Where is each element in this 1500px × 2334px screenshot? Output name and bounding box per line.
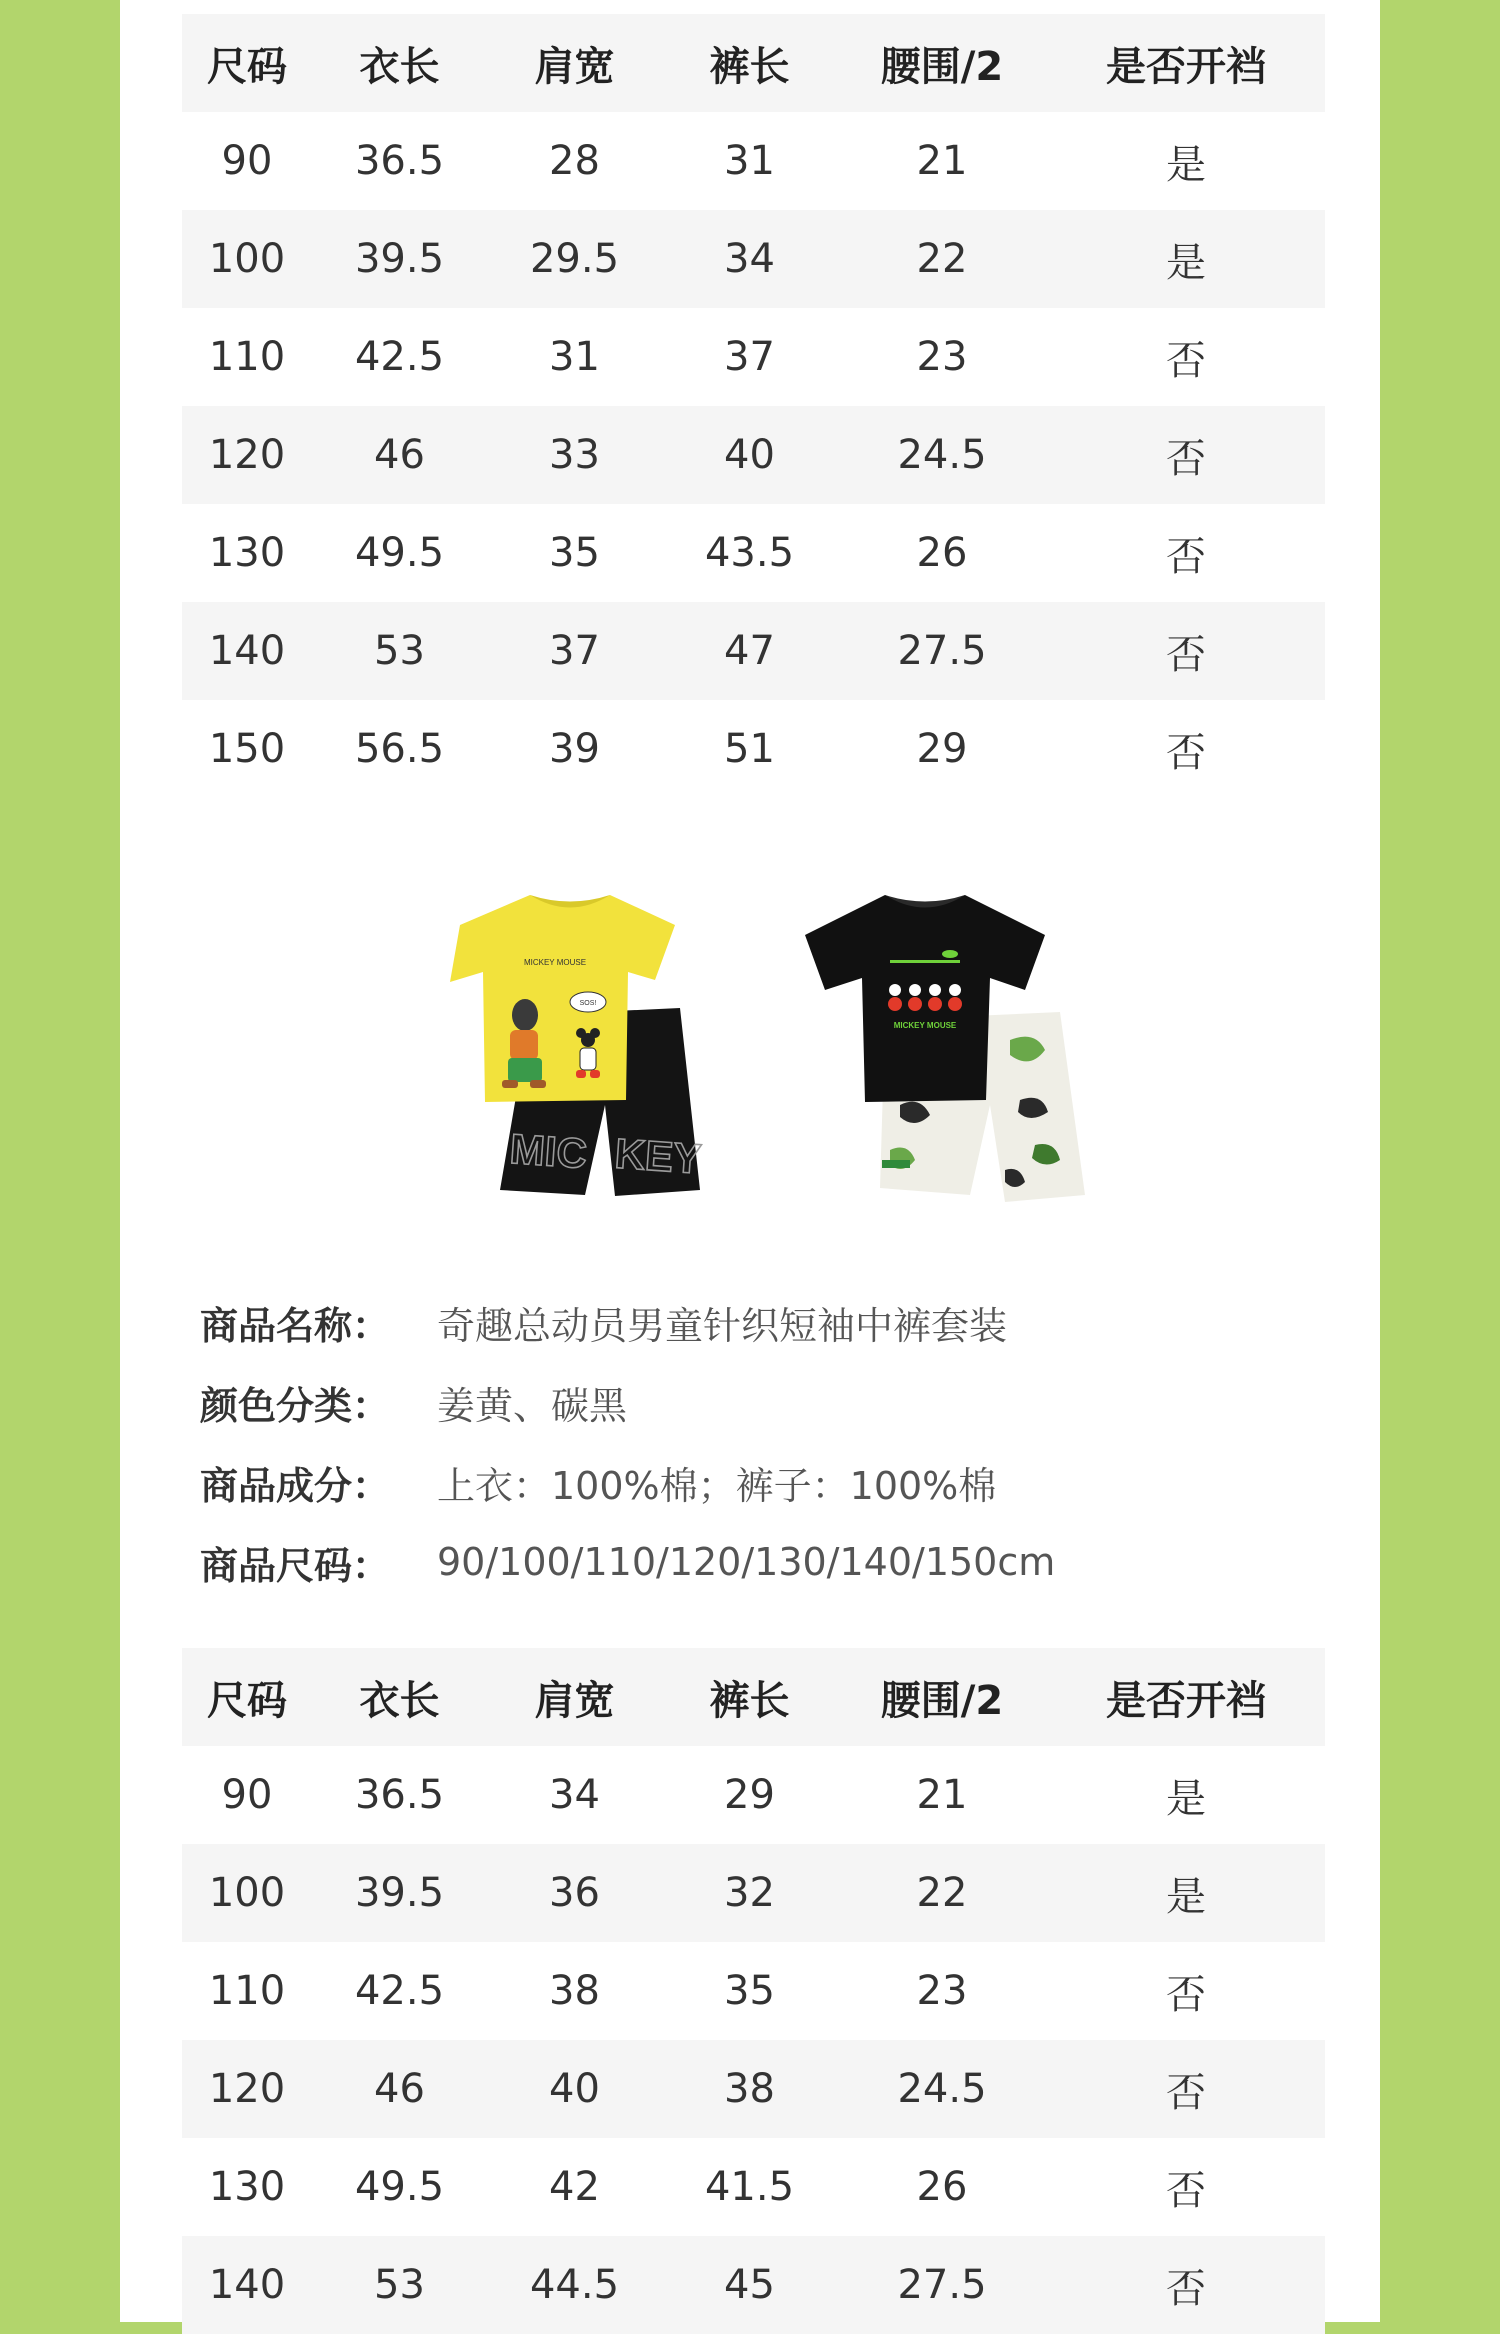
- table-cell: 36: [549, 1870, 600, 1916]
- size-table-bottom: [182, 1648, 1325, 2334]
- table-cell: 42.5: [354, 334, 445, 380]
- header-pants-length: 裤长: [709, 43, 790, 90]
- table-cell: 22: [916, 1870, 968, 1916]
- table-cell: 26: [916, 2164, 968, 2210]
- info-label: 商品成分：: [200, 1463, 391, 1508]
- table-row: [182, 210, 1325, 308]
- table-header-row: [182, 1648, 1325, 1746]
- table-cell: 53: [374, 2262, 425, 2308]
- product-info: [200, 1282, 1300, 1602]
- speech-bubble-text: SOS!: [579, 1000, 597, 1007]
- table-cell: 37: [549, 628, 600, 674]
- header-shoulder: 肩宽: [534, 1677, 615, 1724]
- table-cell: 27.5: [897, 2262, 987, 2308]
- table-cell: 否: [1166, 1971, 1206, 2018]
- table-row: [182, 406, 1325, 504]
- table-cell: 120: [208, 2066, 286, 2112]
- table-cell: 37: [724, 334, 775, 380]
- table-cell: 29: [724, 1772, 775, 1818]
- table-cell: 24.5: [897, 2066, 987, 2112]
- table-cell: 120: [208, 432, 286, 478]
- table-cell: 否: [1166, 2167, 1206, 2214]
- table-cell: 36.5: [354, 1772, 445, 1818]
- tee-print: MICKEY MOUSE: [893, 1021, 957, 1030]
- table-cell: 34: [549, 1772, 600, 1818]
- header-waist: 腰围/2: [880, 1677, 1004, 1724]
- table-row: [182, 112, 1325, 210]
- table-cell: 24.5: [897, 432, 987, 478]
- table-cell: 39: [549, 726, 600, 772]
- info-label: 颜色分类：: [200, 1383, 391, 1428]
- table-cell: 49.5: [354, 2164, 445, 2210]
- table-cell: 是: [1166, 1775, 1206, 1822]
- table-cell: 130: [208, 530, 286, 576]
- table-cell: 46: [374, 432, 425, 478]
- table-cell: 140: [208, 628, 286, 674]
- table-cell: 否: [1166, 2265, 1206, 2312]
- table-row: [182, 1942, 1325, 2040]
- table-cell: 47: [724, 628, 775, 674]
- info-row-name: [200, 1282, 1300, 1362]
- info-value: 奇趣总动员男童针织短袖中裤套装: [437, 1303, 1008, 1348]
- table-cell: 100: [208, 1870, 286, 1916]
- table-cell: 56.5: [354, 726, 445, 772]
- table-cell: 否: [1166, 729, 1206, 776]
- table-cell: 32: [724, 1870, 775, 1916]
- table-cell: 否: [1166, 631, 1206, 678]
- table-body: [182, 1746, 1325, 2334]
- table-cell: 21: [916, 138, 968, 184]
- table-cell: 40: [724, 432, 775, 478]
- header-waist: 腰围/2: [880, 43, 1004, 90]
- table-cell: 100: [208, 236, 286, 282]
- table-row: [182, 2138, 1325, 2236]
- table-cell: 21: [916, 1772, 968, 1818]
- table-cell: 否: [1166, 2069, 1206, 2116]
- info-label: 商品名称：: [200, 1303, 391, 1348]
- table-cell: 23: [916, 334, 968, 380]
- table-header-row: [182, 14, 1325, 112]
- table-cell: 38: [549, 1968, 600, 2014]
- table-cell: 否: [1166, 337, 1206, 384]
- table-row: [182, 504, 1325, 602]
- size-table-top: [182, 14, 1325, 798]
- table-cell: 150: [208, 726, 286, 772]
- table-cell: 27.5: [897, 628, 987, 674]
- table-row: [182, 1844, 1325, 1942]
- table-cell: 29: [916, 726, 968, 772]
- table-row: [182, 1746, 1325, 1844]
- table-cell: 44.5: [529, 2262, 620, 2308]
- table-cell: 26: [916, 530, 968, 576]
- table-row: [182, 2040, 1325, 2138]
- table-cell: 33: [549, 432, 600, 478]
- table-cell: 35: [549, 530, 600, 576]
- table-cell: 90: [221, 138, 273, 184]
- info-value: 上衣：100%棉；裤子：100%棉: [437, 1463, 997, 1508]
- table-cell: 45: [724, 2262, 775, 2308]
- header-size: 尺码: [207, 1677, 287, 1724]
- table-row: [182, 308, 1325, 406]
- table-cell: 110: [208, 334, 286, 380]
- table-cell: 29.5: [529, 236, 620, 282]
- table-cell: 53: [374, 628, 425, 674]
- product-images: [120, 880, 1380, 1220]
- table-cell: 28: [549, 138, 600, 184]
- table-cell: 22: [916, 236, 968, 282]
- table-cell: 否: [1166, 435, 1206, 482]
- table-cell: 49.5: [354, 530, 445, 576]
- table-cell: 35: [724, 1968, 775, 2014]
- info-row-sizes: [200, 1522, 1300, 1602]
- header-open-crotch: 是否开裆: [1106, 43, 1266, 90]
- table-row: [182, 700, 1325, 798]
- table-cell: 42.5: [354, 1968, 445, 2014]
- table-cell: 36.5: [354, 138, 445, 184]
- table-cell: 43.5: [704, 530, 795, 576]
- header-shoulder: 肩宽: [534, 43, 615, 90]
- header-size: 尺码: [207, 43, 287, 90]
- table-cell: 39.5: [354, 236, 445, 282]
- table-cell: 是: [1166, 1873, 1206, 1920]
- content-panel: [120, 0, 1380, 2322]
- table-cell: 140: [208, 2262, 286, 2308]
- header-pants-length: 裤长: [709, 1677, 790, 1724]
- table-cell: 31: [724, 138, 775, 184]
- table-cell: 31: [549, 334, 600, 380]
- table-cell: 42: [549, 2164, 600, 2210]
- table-cell: 40: [549, 2066, 600, 2112]
- table-cell: 23: [916, 1968, 968, 2014]
- table-cell: 90: [221, 1772, 273, 1818]
- table-cell: 39.5: [354, 1870, 445, 1916]
- table-cell: 是: [1166, 239, 1206, 286]
- table-cell: 38: [724, 2066, 775, 2112]
- info-row-color: [200, 1362, 1300, 1442]
- yellow-tee-black-shorts-image: [400, 890, 740, 1210]
- table-body: [182, 112, 1325, 798]
- table-cell: 51: [724, 726, 775, 772]
- table-cell: 是: [1166, 141, 1206, 188]
- table-cell: 46: [374, 2066, 425, 2112]
- table-row: [182, 602, 1325, 700]
- info-row-material: [200, 1442, 1300, 1522]
- table-row: [182, 2236, 1325, 2334]
- header-top-length: 衣长: [359, 43, 440, 90]
- table-cell: 否: [1166, 533, 1206, 580]
- black-tee-camo-shorts-image: [790, 890, 1130, 1210]
- info-value: 姜黄、碳黑: [437, 1383, 628, 1428]
- header-open-crotch: 是否开裆: [1106, 1677, 1266, 1724]
- info-value: 90/100/110/120/130/140/150cm: [437, 1540, 1056, 1584]
- table-cell: 41.5: [704, 2164, 795, 2210]
- shorts-print-left: MIC: [508, 1124, 589, 1178]
- table-cell: 130: [208, 2164, 286, 2210]
- tee-print: MICKEY MOUSE: [523, 958, 587, 967]
- table-cell: 110: [208, 1968, 286, 2014]
- info-label: 商品尺码：: [200, 1543, 391, 1588]
- header-top-length: 衣长: [359, 1677, 440, 1724]
- table-cell: 34: [724, 236, 775, 282]
- shorts-print-right: KEY: [613, 1129, 703, 1183]
